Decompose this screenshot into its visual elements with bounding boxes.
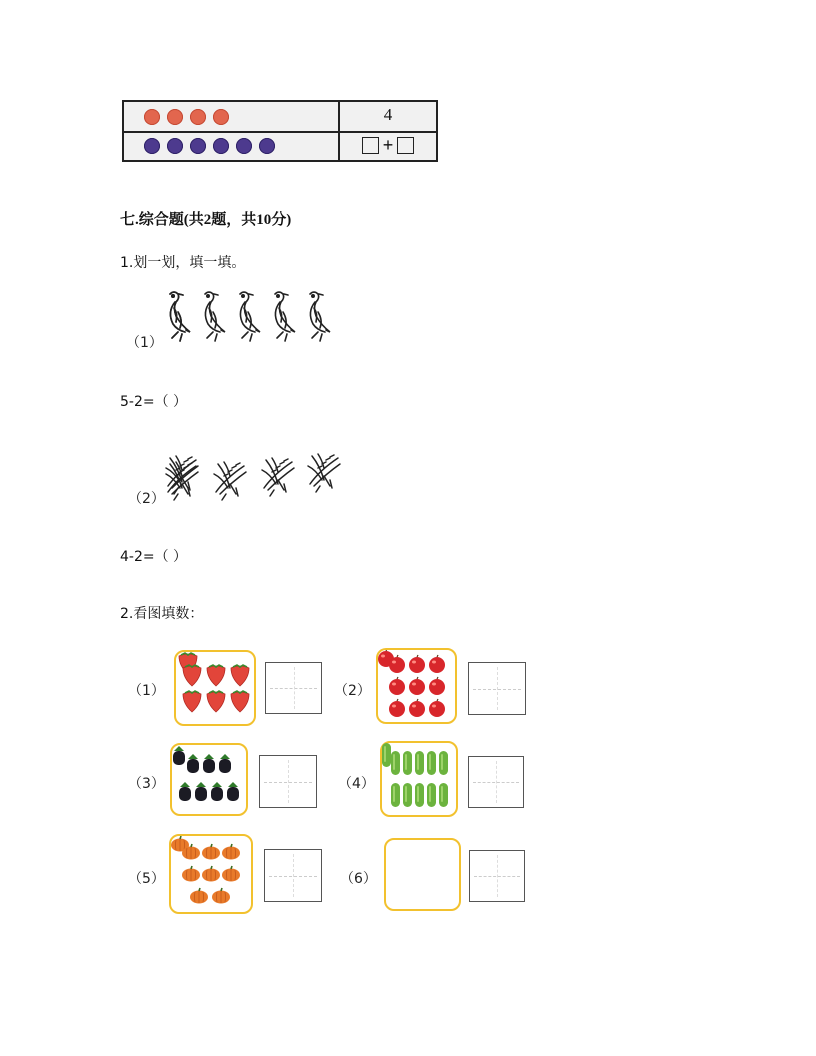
section-title: 七.综合题(共2题，共10分) xyxy=(120,212,292,228)
item-3-label: （3） xyxy=(128,776,165,792)
item-1-answer-box[interactable] xyxy=(265,662,322,714)
purple-dot xyxy=(144,138,160,154)
item-6-label: （6） xyxy=(340,871,377,887)
plus-sign: + xyxy=(382,134,394,155)
blank-box[interactable] xyxy=(362,137,379,154)
question-1-prompt: 1.划一划，填一填。 xyxy=(120,255,246,271)
item-4-label: （4） xyxy=(338,776,375,792)
apple-icon xyxy=(378,650,455,722)
purple-dot xyxy=(236,138,252,154)
equation-2[interactable]: 4-2=（ ） xyxy=(120,549,188,565)
item-5-label: （5） xyxy=(128,871,165,887)
red-dot xyxy=(190,109,206,125)
bird-group xyxy=(160,288,342,344)
item-3-answer-box[interactable] xyxy=(259,755,317,808)
cucumber-icon xyxy=(382,743,456,815)
sum-answer-cell[interactable] xyxy=(340,134,436,156)
item-5-picture xyxy=(169,834,253,914)
eggplant-icon xyxy=(172,745,246,814)
item-1-label: （1） xyxy=(128,683,165,699)
blank-box[interactable] xyxy=(397,137,414,154)
table-value: 4 xyxy=(383,105,393,124)
item-2-answer-box[interactable] xyxy=(468,662,526,715)
item-2-label: （2） xyxy=(334,683,371,699)
item-2-picture xyxy=(376,648,457,724)
item-1-picture xyxy=(174,650,256,726)
item-5-answer-box[interactable] xyxy=(264,849,322,902)
dot-count-table xyxy=(122,100,438,162)
purple-dot xyxy=(167,138,183,154)
table-divider xyxy=(338,102,340,160)
purple-dot xyxy=(190,138,206,154)
purple-dot xyxy=(259,138,275,154)
item-6-picture[interactable] xyxy=(384,838,461,911)
question-2-prompt: 2.看图填数： xyxy=(120,606,204,622)
item-6-answer-box[interactable] xyxy=(469,850,525,902)
item-4-picture xyxy=(380,741,458,817)
red-dot xyxy=(213,109,229,125)
strawberry-icon xyxy=(176,652,254,724)
equation-1[interactable]: 5-2=（ ） xyxy=(120,394,188,410)
corn-group xyxy=(162,448,352,502)
table-row-purple xyxy=(124,131,436,160)
red-dot xyxy=(167,109,183,125)
item-4-answer-box[interactable] xyxy=(468,756,524,808)
red-dot xyxy=(144,109,160,125)
item-3-picture xyxy=(170,743,248,816)
purple-dot xyxy=(213,138,229,154)
part-2-label: （2） xyxy=(128,491,165,507)
part-1-label: （1） xyxy=(126,335,163,351)
table-row-red xyxy=(124,102,436,133)
pumpkin-icon xyxy=(171,836,251,912)
